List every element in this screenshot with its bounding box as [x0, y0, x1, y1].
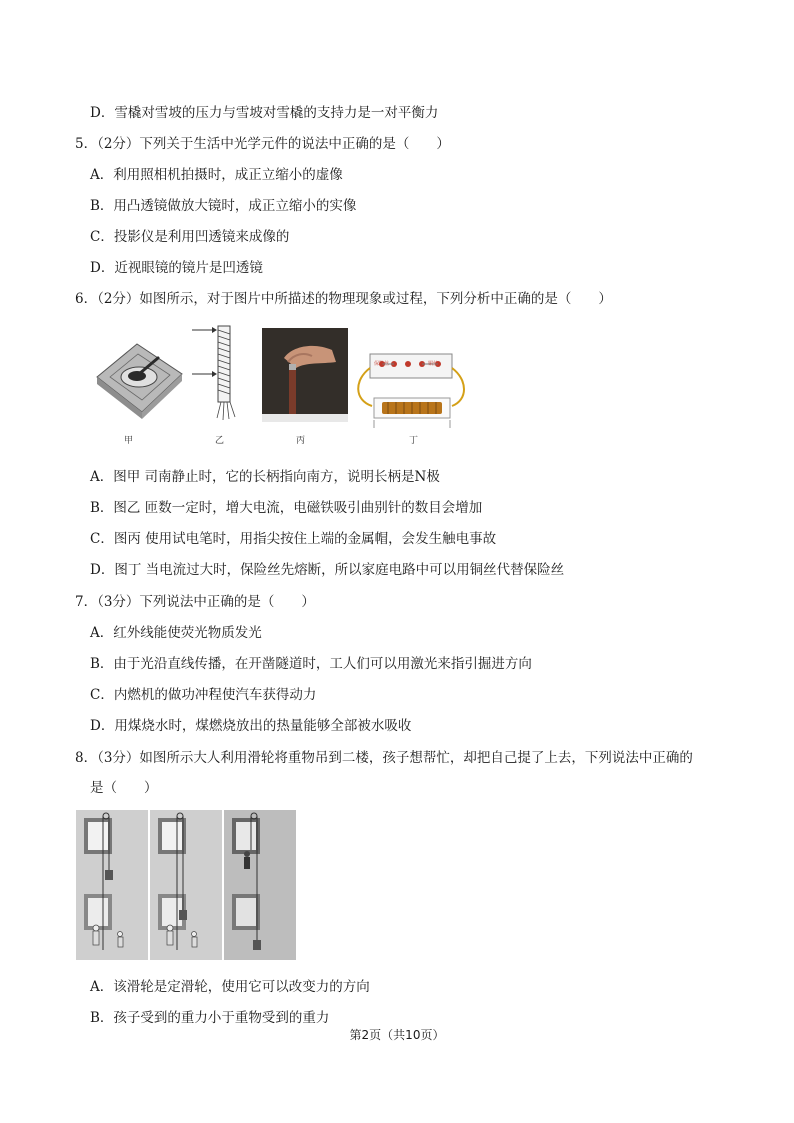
q5-option-d: D．近视眼镜的镜片是凹透镜 — [90, 260, 263, 276]
q6-option-a: A．图甲 司南静止时，它的长柄指向南方，说明长柄是N极 — [90, 469, 440, 485]
q5-option-c: C．投影仪是利用凹透镜来成像的 — [90, 229, 290, 245]
figure-ding-fuse-text: 保险丝 — [374, 361, 390, 367]
figure-bing-test-pen — [262, 328, 348, 422]
q8-option-a: A．该滑轮是定滑轮，使用它可以改变力的方向 — [90, 979, 370, 995]
q6-stem: 6．（2分）如图所示，对于图片中所描述的物理现象或过程，下列分析中正确的是（ ） — [75, 291, 612, 307]
q6-option-c: C．图丙 使用试电笔时，用指尖按住上端的金属帽，会发生触电事故 — [90, 531, 497, 547]
q4-option-d: D．雪橇对雪坡的压力与雪坡对雪橇的支持力是一对平衡力 — [90, 105, 439, 121]
figure-ding-circuit — [352, 350, 472, 430]
figure-bing-label: 丙 — [296, 436, 306, 446]
q6-option-d: D．图丁 当电流过大时，保险丝先熔断，所以家庭电路中可以用铜丝代替保险丝 — [90, 562, 565, 578]
q7-option-b: B．由于光沿直线传播，在开凿隧道时，工人们可以用激光来指引掘进方向 — [90, 656, 532, 672]
figure-q8-pulley-panels — [76, 810, 296, 960]
figure-yi-electromagnet — [190, 322, 250, 432]
q8-stem-line2: 是（ ） — [90, 780, 158, 796]
q5-stem: 5．（2分）下列关于生活中光学元件的说法中正确的是（ ） — [75, 136, 450, 152]
figure-jia-sinan — [92, 322, 187, 427]
q5-option-b: B．用凸透镜做放大镜时，成正立缩小的实像 — [90, 198, 357, 214]
q8-stem-line1: 8．（3分）如图所示大人利用滑轮将重物吊到二楼，孩子想帮忙，却把自己提了上去，下列说法中正确的 — [75, 750, 693, 766]
q7-option-d: D．用煤烧水时，煤燃烧放出的热量能够全部被水吸收 — [90, 718, 412, 734]
q7-stem: 7．（3分）下列说法中正确的是（ ） — [75, 594, 315, 610]
figure-ding-copper-text: 铜丝 — [428, 361, 439, 367]
q7-option-c: C．内燃机的做功冲程使汽车获得动力 — [90, 687, 317, 703]
figure-jia-label: 甲 — [124, 436, 134, 446]
q7-option-a: A．红外线能使荧光物质发光 — [90, 625, 262, 641]
q6-option-b: B．图乙 匝数一定时，增大电流，电磁铁吸引曲别针的数目会增加 — [90, 500, 483, 516]
page-footer: 第2页（共10页） — [349, 1028, 445, 1042]
q5-option-a: A．利用照相机拍摄时，成正立缩小的虚像 — [90, 167, 343, 183]
q8-option-b: B．孩子受到的重力小于重物受到的重力 — [90, 1010, 330, 1026]
figure-ding-label: 丁 — [409, 436, 419, 446]
figure-yi-label: 乙 — [215, 436, 225, 446]
